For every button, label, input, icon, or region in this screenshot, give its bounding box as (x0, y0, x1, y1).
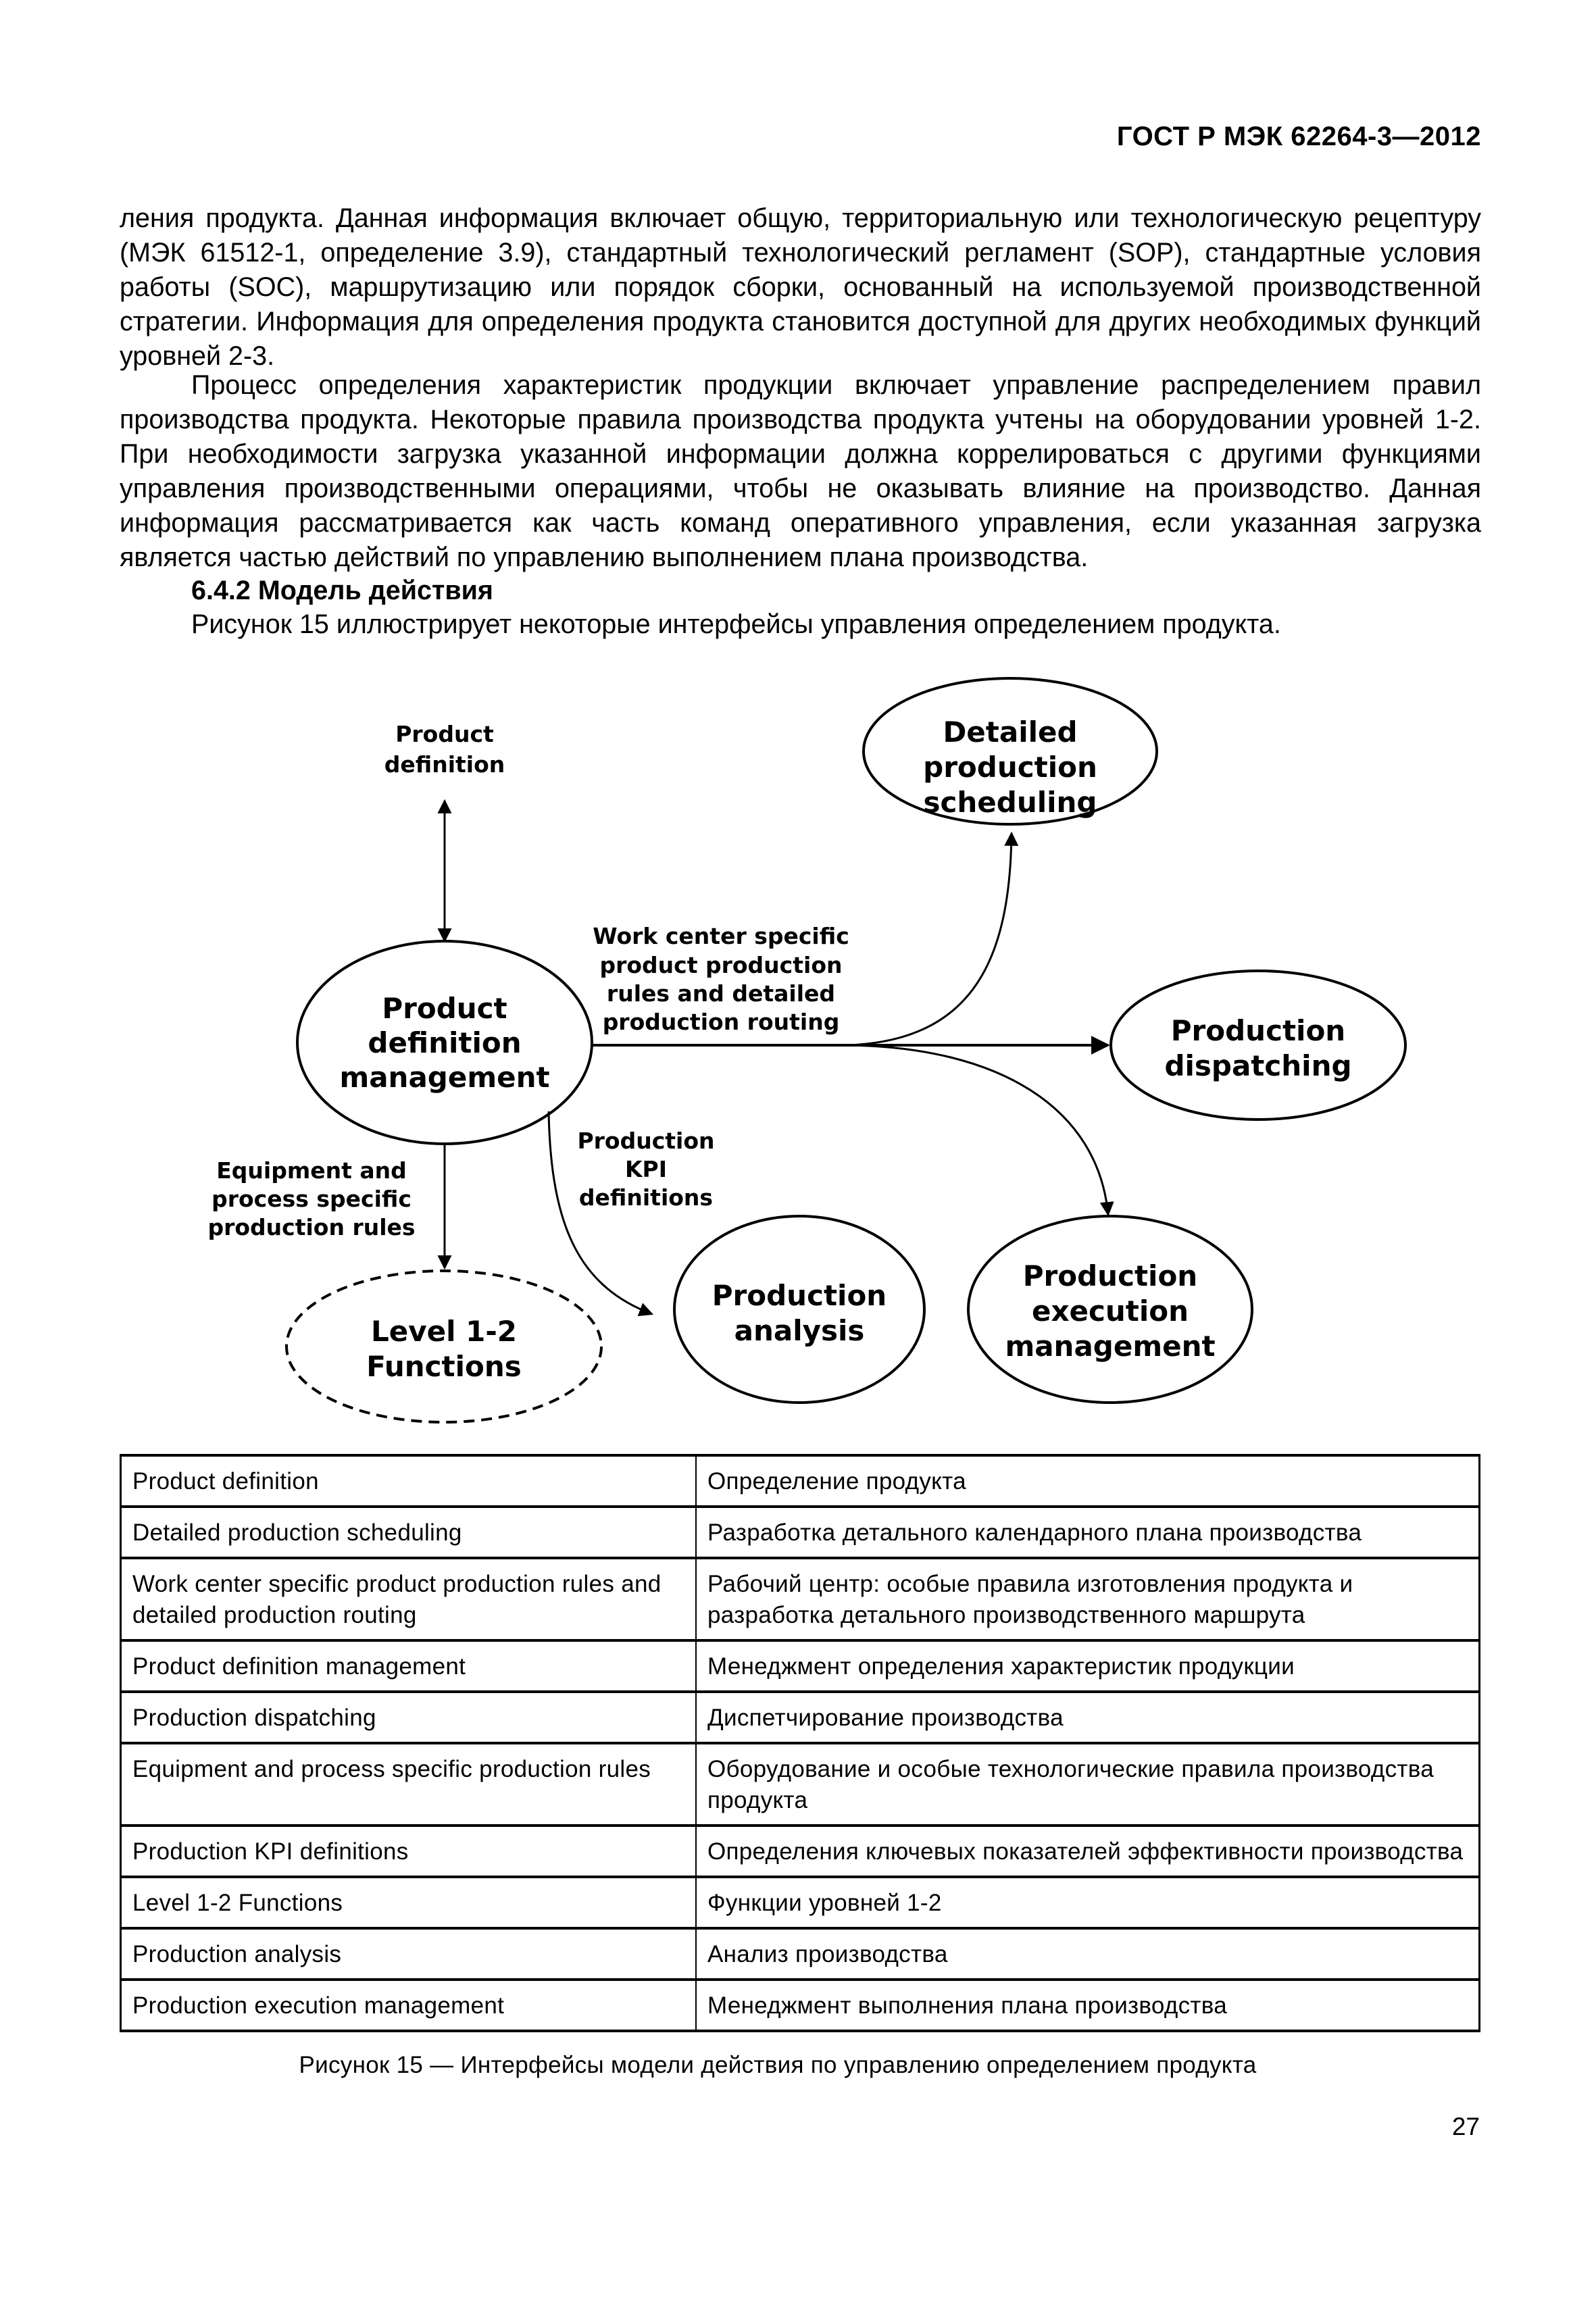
svg-text:analysis: analysis (734, 1314, 865, 1347)
svg-text:definitions: definitions (578, 1184, 714, 1211)
term-en: Product definition (121, 1455, 697, 1507)
paragraph-2-text: Процесс определения характеристик продукции включает управление распределением правил производства продукта. Некоторые правила производства продукта учтены на оборудовании уровней 1-2. При необходимости загрузка указанной информации должна коррелироваться с другими функциями управления производственными операциями, чтобы не оказывать влияние на производство. Данная информация рассматривается как часть команд оперативного управления, если указанная загрузка является частью действий по управлению выполнением плана производства. (120, 370, 1481, 572)
term-en: Product definition management (121, 1640, 697, 1692)
svg-text:KPI: KPI (624, 1156, 668, 1182)
svg-text:Detailed: Detailed (943, 715, 1078, 749)
section-heading: 6.4.2 Модель действия (191, 576, 493, 605)
paragraph-1 (120, 201, 1481, 374)
edge-label-equipment-rules (207, 1157, 415, 1240)
node-production-execution-management (968, 1216, 1252, 1403)
arrow-to-analysis (549, 1111, 652, 1314)
svg-text:Equipment and: Equipment and (216, 1157, 407, 1184)
term-en: Equipment and process specific production rules (121, 1743, 697, 1826)
paragraph-2 (120, 368, 1481, 575)
svg-text:Product: Product (382, 992, 507, 1025)
table-row (121, 1558, 1480, 1640)
svg-text:production: production (923, 751, 1097, 784)
figure-intro: Рисунок 15 иллюстрирует некоторые интерфейсы управления определением продукта. (191, 609, 1281, 639)
svg-text:Production: Production (1022, 1259, 1198, 1292)
svg-text:Functions: Functions (366, 1350, 522, 1383)
svg-text:dispatching: dispatching (1164, 1049, 1352, 1082)
svg-text:process specific: process specific (211, 1186, 412, 1212)
term-en: Detailed production scheduling (121, 1507, 697, 1558)
paragraph-1-text: ления продукта. Данная информация включает общую, территориальную или технологическую рецептуру (МЭК 61512-1, определение 3.9), стандартный технологический регламент (SOP), стандартные условия работы (SOC), маршрутизацию или порядок сборки, основанный на используемой производственной стратегии. Информация для определения продукта становится доступной для других необходимых функций уровней 2-3. (120, 203, 1481, 371)
term-en: Production KPI definitions (121, 1826, 697, 1877)
node-production-analysis (674, 1216, 924, 1403)
table-row (121, 1640, 1480, 1692)
node-detailed-production-scheduling (864, 678, 1157, 824)
term-en: Production dispatching (121, 1692, 697, 1743)
node-label: Product (395, 721, 494, 747)
table-row (121, 1692, 1480, 1743)
figure-caption (0, 2052, 1596, 2079)
term-ru: Диспетчирование производства (696, 1692, 1480, 1743)
svg-text:Production: Production (577, 1128, 715, 1154)
edge-label-kpi-definitions (577, 1128, 714, 1211)
table-row (121, 1826, 1480, 1877)
svg-text:production routing: production routing (602, 1009, 840, 1035)
svg-text:Production: Production (1170, 1014, 1346, 1047)
svg-text:management: management (1005, 1330, 1216, 1363)
term-en: Production analysis (121, 1928, 697, 1980)
edge-label-work-center-rules (593, 923, 849, 1035)
term-ru: Анализ производства (696, 1928, 1480, 1980)
svg-text:execution: execution (1031, 1294, 1189, 1328)
svg-text:Production: Production (712, 1279, 887, 1312)
document-header: ГОСТ Р МЭК 62264-3—2012 (1116, 122, 1481, 151)
table-row (121, 1928, 1480, 1980)
term-ru: Определение продукта (696, 1455, 1480, 1507)
table-row (121, 1507, 1480, 1558)
term-en: Work center specific product production rules and detailed production routing (121, 1558, 697, 1640)
svg-text:Level 1-2: Level 1-2 (370, 1315, 518, 1348)
arrow-to-execution (848, 1045, 1108, 1215)
table-row (121, 1980, 1480, 2031)
table-row (121, 1743, 1480, 1826)
term-ru: Менеджмент определения характеристик продукции (696, 1640, 1480, 1692)
table-row (121, 1877, 1480, 1928)
term-en: Production execution management (121, 1980, 697, 2031)
node-product-definition (384, 721, 505, 778)
svg-text:rules and detailed: rules and detailed (606, 980, 836, 1007)
svg-text:scheduling: scheduling (923, 786, 1097, 819)
legend-table (120, 1454, 1480, 2032)
node-product-definition-management (297, 941, 592, 1144)
svg-text:product production: product production (599, 952, 843, 978)
svg-text:Work center specific: Work center specific (593, 923, 849, 949)
node-label: definition (384, 751, 505, 778)
term-ru: Определения ключевых показателей эффективности производства (696, 1826, 1480, 1877)
arrow-to-scheduling (848, 833, 1012, 1045)
page-number: 27 (1451, 2113, 1480, 2140)
svg-text:production rules: production rules (207, 1214, 416, 1240)
figure-caption-text: Рисунок 15 — Интерфейсы модели действия по управлению определением продукта (299, 2052, 1257, 2078)
table-row (121, 1455, 1480, 1507)
term-ru: Менеджмент выполнения плана производства (696, 1980, 1480, 2031)
svg-text:management: management (339, 1061, 550, 1094)
node-level-1-2-functions (286, 1271, 601, 1422)
term-ru: Разработка детального календарного плана производства (696, 1507, 1480, 1558)
term-ru: Функции уровней 1-2 (696, 1877, 1480, 1928)
node-production-dispatching (1111, 971, 1405, 1120)
term-en: Level 1-2 Functions (121, 1877, 697, 1928)
svg-text:definition: definition (368, 1026, 522, 1059)
term-ru: Оборудование и особые технологические правила производства продукта (696, 1743, 1480, 1826)
term-ru: Рабочий центр: особые правила изготовления продукта и разработка детального производственного маршрута (696, 1558, 1480, 1640)
